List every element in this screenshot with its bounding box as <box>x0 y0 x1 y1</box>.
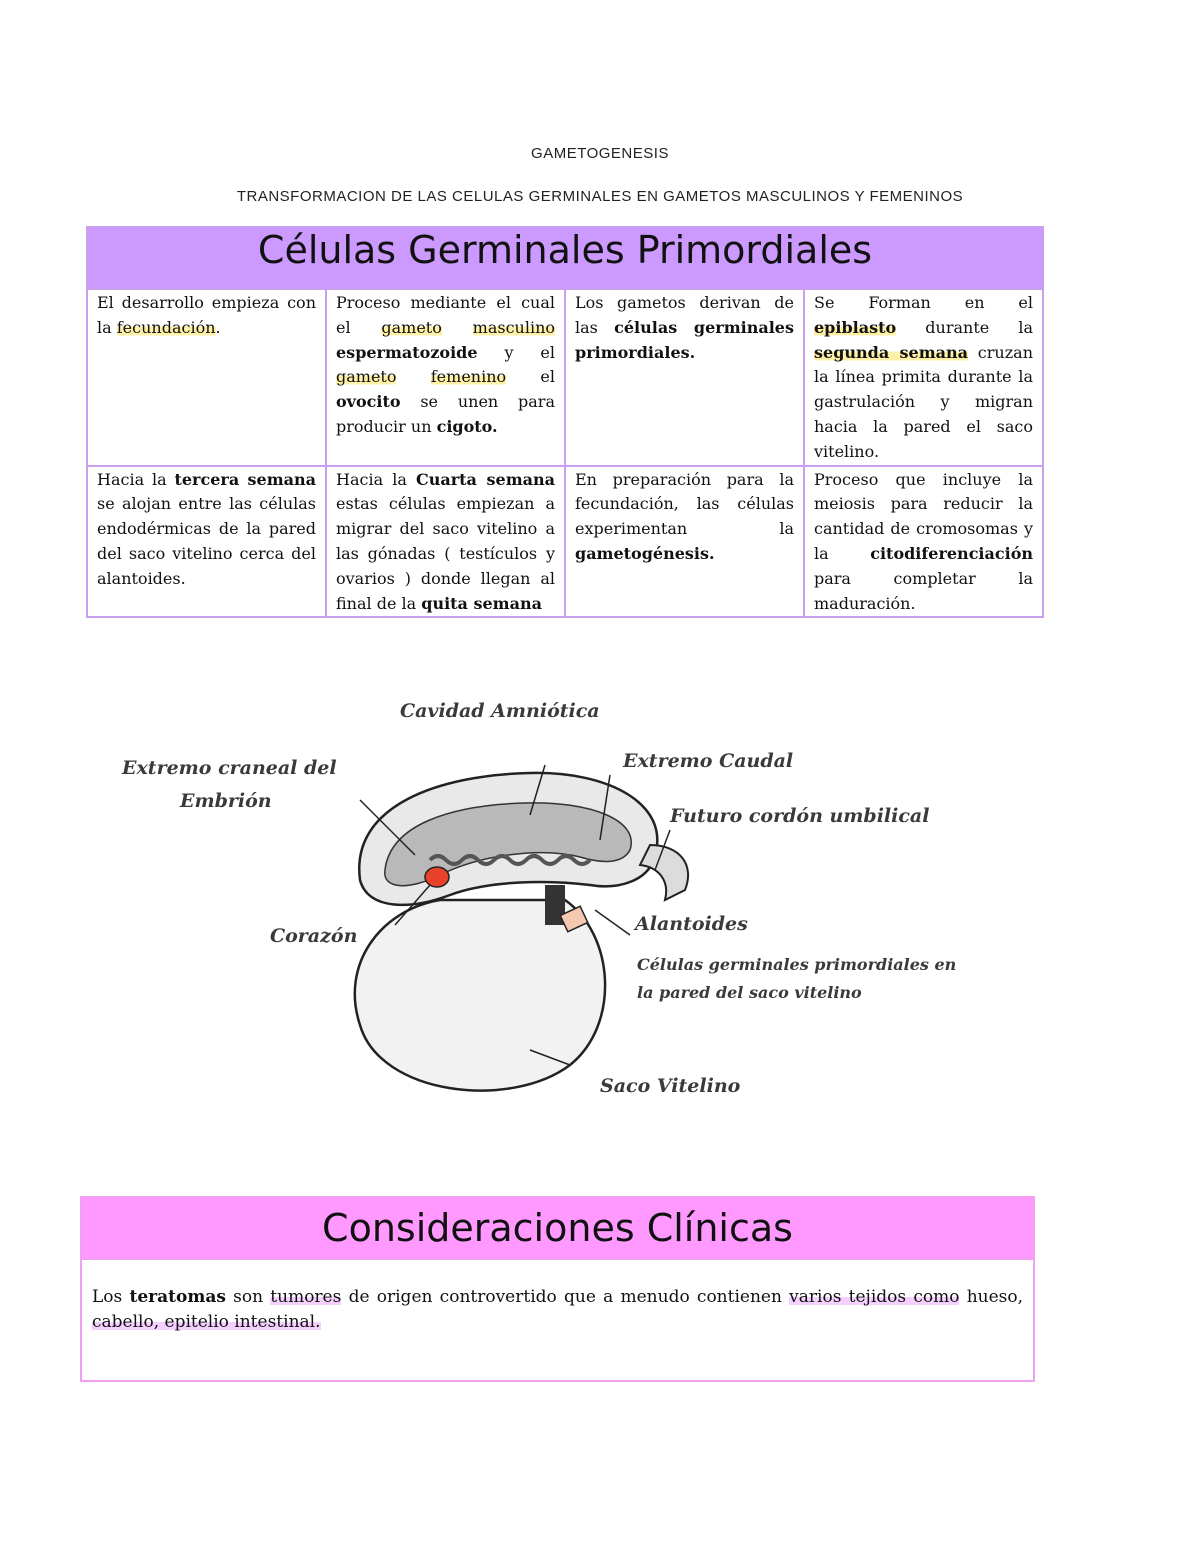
label-germ-cells-2: la pared del saco vitelino <box>637 983 862 1002</box>
embryo-diagram <box>110 695 957 1120</box>
label-yolk-sac: Saco Vitelino <box>600 1075 741 1097</box>
highlight: fecundación <box>116 317 216 337</box>
label-umbilical-cord: Futuro cordón umbilical <box>670 805 930 827</box>
highlight: masculino <box>472 317 555 337</box>
label-allantois: Alantoides <box>635 913 748 935</box>
table-cell: Hacia la tercera semana se alojan entre las células endodérmicas de la pared del saco vitelino cerca del alantoides. <box>87 466 326 618</box>
table-cell: Proceso mediante el cual el gameto masculino espermatozoide y el gameto femenino el ovocito se unen para producir un cigoto. <box>326 289 565 466</box>
label-caudal-end: Extremo Caudal <box>623 750 794 772</box>
label-germ-cells: Células germinales primordiales en <box>637 955 957 974</box>
label-heart: Corazón <box>270 925 358 947</box>
highlight: epiblasto <box>814 317 897 337</box>
label-amniotic-cavity: Cavidad Amniótica <box>400 700 600 722</box>
germ-cells-table <box>86 226 1044 618</box>
table-cell: Los gametos derivan de las células germinales primordiales. <box>565 289 804 466</box>
table-cell: Hacia la Cuarta semana estas células empiezan a migrar del saco vitelino a las gónadas ( testículos y ovarios ) donde llegan al final de la quita semana <box>326 466 565 618</box>
highlight: varios tejidos como <box>789 1287 960 1307</box>
highlight: femenino <box>430 367 507 387</box>
clinical-table-heading: Consideraciones Clínicas <box>81 1197 1034 1259</box>
highlight: cabello, epitelio intestinal. <box>92 1312 321 1332</box>
clinical-text: Los teratomas son tumores de origen controvertido que a menudo contienen varios tejidos como hueso, cabello, epitelio intestinal. <box>81 1259 1034 1381</box>
highlight: gameto <box>381 317 442 337</box>
label-cranial-end: Extremo craneal del <box>122 757 337 779</box>
highlight: tumores <box>270 1287 342 1307</box>
highlight: gameto <box>336 367 397 387</box>
table-cell: En preparación para la fecundación, las células experimentan la gametogénesis. <box>565 466 804 618</box>
label-cranial-end-2: Embrión <box>180 790 272 812</box>
table-cell: Se Forman en el epiblasto durante la segunda semana cruzan la línea primita durante la gastrulación y migran hacia la pared el saco vitelino. <box>804 289 1043 466</box>
table-cell: Proceso que incluye la meiosis para reducir la cantidad de cromosomas y la citodiferenciación para completar la maduración. <box>804 466 1043 618</box>
highlight: segunda semana <box>814 342 968 362</box>
germ-cells-table-heading: Células Germinales Primordiales <box>87 227 1043 289</box>
document-subtitle: TRANSFORMACION DE LAS CELULAS GERMINALES EN GAMETOS MASCULINOS Y FEMENINOS <box>236 188 964 205</box>
heart-shape <box>425 867 449 887</box>
document-title: GAMETOGENESIS <box>531 145 669 162</box>
table-cell: El desarrollo empieza con la fecundación. <box>87 289 326 466</box>
clinical-table <box>80 1196 1035 1382</box>
